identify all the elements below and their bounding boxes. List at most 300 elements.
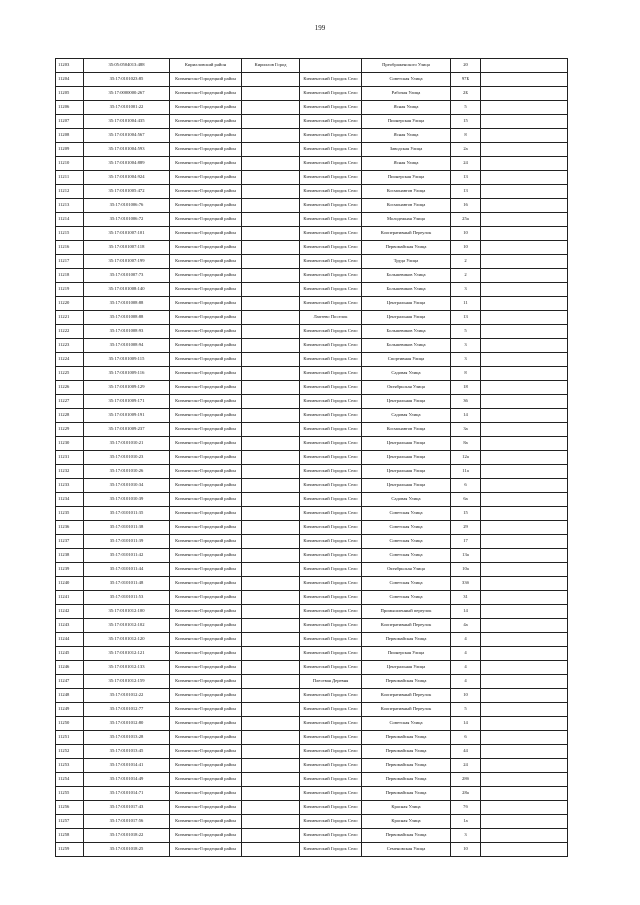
house-number-cell: 12а bbox=[451, 451, 481, 465]
extra-cell bbox=[481, 759, 568, 773]
street-cell: Садовая Улица bbox=[362, 409, 451, 423]
extra-cell bbox=[481, 297, 568, 311]
table-row bbox=[56, 171, 568, 185]
table-row bbox=[56, 647, 568, 661]
city-cell bbox=[242, 129, 300, 143]
extra-cell bbox=[481, 311, 568, 325]
table-row bbox=[56, 479, 568, 493]
city-cell bbox=[242, 143, 300, 157]
street-cell: Октябрьская Улица bbox=[362, 563, 451, 577]
city-cell bbox=[242, 73, 300, 87]
district-cell: Кичменгско-Городецкий район bbox=[170, 773, 242, 787]
city-cell bbox=[242, 507, 300, 521]
cadastral-number-cell: 35:17:0101001:22 bbox=[84, 101, 170, 115]
city-cell bbox=[242, 339, 300, 353]
table-row bbox=[56, 689, 568, 703]
row-number-cell: 11237 bbox=[56, 535, 84, 549]
cadastral-number-cell: 35:17:0101009:129 bbox=[84, 381, 170, 395]
street-cell: Первомайская Улица bbox=[362, 745, 451, 759]
table-row bbox=[56, 367, 568, 381]
registry-table-body bbox=[56, 59, 568, 857]
city-cell bbox=[242, 549, 300, 563]
cadastral-number-cell: 35:17:0101014:49 bbox=[84, 773, 170, 787]
table-row bbox=[56, 241, 568, 255]
house-number-cell: 15 bbox=[451, 507, 481, 521]
settlement-cell: Кичменгский Городок Село bbox=[300, 493, 362, 507]
street-cell: Промышленный переулок bbox=[362, 605, 451, 619]
settlement-cell: Кичменгский Городок Село bbox=[300, 325, 362, 339]
house-number-cell: 10 bbox=[451, 689, 481, 703]
district-cell: Кичменгско-Городецкий район bbox=[170, 843, 242, 857]
table-row bbox=[56, 185, 568, 199]
row-number-cell: 11252 bbox=[56, 745, 84, 759]
city-cell bbox=[242, 829, 300, 843]
city-cell bbox=[242, 115, 300, 129]
extra-cell bbox=[481, 563, 568, 577]
house-number-cell: 4 bbox=[451, 661, 481, 675]
table-row bbox=[56, 605, 568, 619]
row-number-cell: 11250 bbox=[56, 717, 84, 731]
cadastral-number-cell: 35:17:0101009:171 bbox=[84, 395, 170, 409]
city-cell bbox=[242, 227, 300, 241]
extra-cell bbox=[481, 745, 568, 759]
settlement-cell: Кичменгский Городок Село bbox=[300, 87, 362, 101]
extra-cell bbox=[481, 787, 568, 801]
table-row bbox=[56, 423, 568, 437]
extra-cell bbox=[481, 423, 568, 437]
district-cell: Кичменгско-Городецкий район bbox=[170, 703, 242, 717]
settlement-cell: Кичменгский Городок Село bbox=[300, 185, 362, 199]
extra-cell bbox=[481, 269, 568, 283]
extra-cell bbox=[481, 325, 568, 339]
row-number-cell: 11206 bbox=[56, 101, 84, 115]
table-row bbox=[56, 773, 568, 787]
cadastral-number-cell: 35:17:0101013:28 bbox=[84, 731, 170, 745]
table-row bbox=[56, 59, 568, 73]
table-row bbox=[56, 563, 568, 577]
table-row bbox=[56, 843, 568, 857]
city-cell bbox=[242, 717, 300, 731]
district-cell: Кичменгско-Городецкий район bbox=[170, 73, 242, 87]
street-cell: Центральная Улица bbox=[362, 465, 451, 479]
extra-cell bbox=[481, 115, 568, 129]
row-number-cell: 11253 bbox=[56, 759, 84, 773]
table-row bbox=[56, 101, 568, 115]
table-row bbox=[56, 381, 568, 395]
cadastral-number-cell: 35:17:0101012:80 bbox=[84, 717, 170, 731]
settlement-cell: Кичменгский Городок Село bbox=[300, 843, 362, 857]
settlement-cell: Кичменгский Городок Село bbox=[300, 241, 362, 255]
settlement-cell: Кичменгский Городок Село bbox=[300, 437, 362, 451]
row-number-cell: 11240 bbox=[56, 577, 84, 591]
district-cell: Кичменгско-Городецкий район bbox=[170, 801, 242, 815]
district-cell: Кичменгско-Городецкий район bbox=[170, 451, 242, 465]
extra-cell bbox=[481, 213, 568, 227]
district-cell: Кичменгско-Городецкий район bbox=[170, 521, 242, 535]
row-number-cell: 11236 bbox=[56, 521, 84, 535]
settlement-cell: Кичменгский Городок Село bbox=[300, 451, 362, 465]
cadastral-number-cell: 35:17:0101018:22 bbox=[84, 829, 170, 843]
extra-cell bbox=[481, 395, 568, 409]
cadastral-number-cell: 35:17:0101012:120 bbox=[84, 633, 170, 647]
street-cell: Советская Улица bbox=[362, 549, 451, 563]
house-number-cell: 28б bbox=[451, 773, 481, 787]
district-cell: Кичменгско-Городецкий район bbox=[170, 717, 242, 731]
house-number-cell: 4 bbox=[451, 633, 481, 647]
street-cell: Пионерская Улица bbox=[362, 115, 451, 129]
row-number-cell: 11248 bbox=[56, 689, 84, 703]
cadastral-number-cell: 35:17:0101005:472 bbox=[84, 185, 170, 199]
house-number-cell: 5 bbox=[451, 101, 481, 115]
city-cell bbox=[242, 689, 300, 703]
street-cell: Советская Улица bbox=[362, 73, 451, 87]
settlement-cell: Кичменгский Городок Село bbox=[300, 745, 362, 759]
district-cell: Кичменгско-Городецкий район bbox=[170, 311, 242, 325]
house-number-cell: 15 bbox=[451, 115, 481, 129]
house-number-cell: 5 bbox=[451, 325, 481, 339]
settlement-cell: Кичменгский Городок Село bbox=[300, 535, 362, 549]
table-row bbox=[56, 465, 568, 479]
house-number-cell: 33б bbox=[451, 577, 481, 591]
district-cell: Кичменгско-Городецкий район bbox=[170, 143, 242, 157]
table-row bbox=[56, 353, 568, 367]
city-cell bbox=[242, 367, 300, 381]
street-cell: Ясная Улица bbox=[362, 101, 451, 115]
table-row bbox=[56, 661, 568, 675]
extra-cell bbox=[481, 353, 568, 367]
extra-cell bbox=[481, 367, 568, 381]
cadastral-number-cell: 35:17:0101011:38 bbox=[84, 521, 170, 535]
district-cell: Кичменгско-Городецкий район bbox=[170, 269, 242, 283]
district-cell: Кичменгско-Городецкий район bbox=[170, 87, 242, 101]
cadastral-number-cell: 35:17:0101012:121 bbox=[84, 647, 170, 661]
house-number-cell: 2 bbox=[451, 255, 481, 269]
cadastral-number-cell: 35:17:0101011:48 bbox=[84, 577, 170, 591]
cadastral-number-cell: 35:17:0101004:889 bbox=[84, 157, 170, 171]
district-cell: Кичменгско-Городецкий район bbox=[170, 297, 242, 311]
district-cell: Кичменгско-Городецкий район bbox=[170, 619, 242, 633]
settlement-cell: Кичменгский Городок Село bbox=[300, 199, 362, 213]
cadastral-number-cell: 35:17:0101010:26 bbox=[84, 465, 170, 479]
street-cell: Космонавтов Улица bbox=[362, 199, 451, 213]
settlement-cell: Кичменгский Городок Село bbox=[300, 759, 362, 773]
city-cell bbox=[242, 815, 300, 829]
cadastral-number-cell: 35:17:0101012:100 bbox=[84, 605, 170, 619]
street-cell: Первомайская Улица bbox=[362, 633, 451, 647]
cadastral-number-cell: 35:17:0101004:567 bbox=[84, 129, 170, 143]
district-cell: Кичменгско-Городецкий район bbox=[170, 787, 242, 801]
row-number-cell: 11229 bbox=[56, 423, 84, 437]
registry-table bbox=[55, 58, 568, 857]
table-row bbox=[56, 255, 568, 269]
settlement-cell: Кичменгский Городок Село bbox=[300, 689, 362, 703]
settlement-cell: Кичменгский Городок Село bbox=[300, 395, 362, 409]
city-cell bbox=[242, 437, 300, 451]
settlement-cell: Кичменгский Городок Село bbox=[300, 115, 362, 129]
city-cell bbox=[242, 381, 300, 395]
city-cell bbox=[242, 843, 300, 857]
cadastral-number-cell: 35:17:0101011:44 bbox=[84, 563, 170, 577]
row-number-cell: 11213 bbox=[56, 199, 84, 213]
extra-cell bbox=[481, 549, 568, 563]
district-cell: Кичменгско-Городецкий район bbox=[170, 465, 242, 479]
street-cell: Пионерская Улица bbox=[362, 171, 451, 185]
cadastral-number-cell: 35:17:0101004:435 bbox=[84, 115, 170, 129]
extra-cell bbox=[481, 521, 568, 535]
district-cell: Кичменгско-Городецкий район bbox=[170, 115, 242, 129]
district-cell: Кичменгско-Городецкий район bbox=[170, 605, 242, 619]
cadastral-number-cell: 35:17:0101017:43 bbox=[84, 801, 170, 815]
extra-cell bbox=[481, 689, 568, 703]
cadastral-number-cell: 35:17:0101007:118 bbox=[84, 241, 170, 255]
extra-cell bbox=[481, 451, 568, 465]
house-number-cell: 16 bbox=[451, 199, 481, 213]
house-number-cell: 3 bbox=[451, 283, 481, 297]
cadastral-number-cell: 35:17:0101008:140 bbox=[84, 283, 170, 297]
district-cell: Кичменгско-Городецкий район bbox=[170, 549, 242, 563]
extra-cell bbox=[481, 829, 568, 843]
row-number-cell: 11259 bbox=[56, 843, 84, 857]
street-cell: Садовая Улица bbox=[362, 493, 451, 507]
city-cell bbox=[242, 325, 300, 339]
street-cell: Преображенского Улица bbox=[362, 59, 451, 73]
city-cell bbox=[242, 87, 300, 101]
house-number-cell: 2а bbox=[451, 143, 481, 157]
street-cell: Кооперативный Переулок bbox=[362, 227, 451, 241]
settlement-cell: Кичменгский Городок Село bbox=[300, 773, 362, 787]
district-cell: Кичменгско-Городецкий район bbox=[170, 633, 242, 647]
table-row bbox=[56, 115, 568, 129]
row-number-cell: 11258 bbox=[56, 829, 84, 843]
house-number-cell: 2Б bbox=[451, 87, 481, 101]
extra-cell bbox=[481, 255, 568, 269]
city-cell bbox=[242, 157, 300, 171]
table-row bbox=[56, 143, 568, 157]
settlement-cell: Кичменгский Городок Село bbox=[300, 787, 362, 801]
district-cell: Кичменгско-Городецкий район bbox=[170, 437, 242, 451]
house-number-cell: 28а bbox=[451, 787, 481, 801]
extra-cell bbox=[481, 101, 568, 115]
house-number-cell: 11 bbox=[451, 297, 481, 311]
street-cell: Красная Улица bbox=[362, 815, 451, 829]
cadastral-number-cell: 35:17:0101008:88 bbox=[84, 297, 170, 311]
row-number-cell: 11234 bbox=[56, 493, 84, 507]
extra-cell bbox=[481, 339, 568, 353]
row-number-cell: 11216 bbox=[56, 241, 84, 255]
house-number-cell: 17 bbox=[451, 535, 481, 549]
extra-cell bbox=[481, 241, 568, 255]
street-cell: Большевиков Улица bbox=[362, 283, 451, 297]
row-number-cell: 11209 bbox=[56, 143, 84, 157]
city-cell bbox=[242, 409, 300, 423]
table-row bbox=[56, 521, 568, 535]
house-number-cell: 6 bbox=[451, 479, 481, 493]
street-cell: Кооперативный Переулок bbox=[362, 619, 451, 633]
district-cell: Кичменгско-Городецкий район bbox=[170, 493, 242, 507]
row-number-cell: 11217 bbox=[56, 255, 84, 269]
district-cell: Кичменгско-Городецкий район bbox=[170, 731, 242, 745]
house-number-cell: 4 bbox=[451, 647, 481, 661]
cadastral-number-cell: 35:17:0101008:93 bbox=[84, 325, 170, 339]
district-cell: Кичменгско-Городецкий район bbox=[170, 157, 242, 171]
city-cell bbox=[242, 787, 300, 801]
street-cell: Первомайская Улица bbox=[362, 731, 451, 745]
table-row bbox=[56, 87, 568, 101]
table-row bbox=[56, 269, 568, 283]
settlement-cell: Кичменгский Городок Село bbox=[300, 521, 362, 535]
settlement-cell: Кичменгский Городок Село bbox=[300, 829, 362, 843]
street-cell: Советская Улица bbox=[362, 577, 451, 591]
table-row bbox=[56, 731, 568, 745]
table-row bbox=[56, 591, 568, 605]
cadastral-number-cell: 35:17:0101017:56 bbox=[84, 815, 170, 829]
cadastral-number-cell: 35:17:0101014:71 bbox=[84, 787, 170, 801]
district-cell: Кичменгско-Городецкий район bbox=[170, 675, 242, 689]
settlement-cell: Кичменгский Городок Село bbox=[300, 703, 362, 717]
city-cell bbox=[242, 465, 300, 479]
district-cell: Кичменгско-Городецкий район bbox=[170, 507, 242, 521]
settlement-cell: Кичменгский Городок Село bbox=[300, 591, 362, 605]
house-number-cell: 8а bbox=[451, 437, 481, 451]
house-number-cell: 4 bbox=[451, 675, 481, 689]
table-row bbox=[56, 297, 568, 311]
row-number-cell: 11233 bbox=[56, 479, 84, 493]
house-number-cell: 10а bbox=[451, 563, 481, 577]
row-number-cell: 11222 bbox=[56, 325, 84, 339]
settlement-cell: Кичменгский Городок Село bbox=[300, 269, 362, 283]
house-number-cell: 14 bbox=[451, 605, 481, 619]
cadastral-number-cell: 35:17:0101010:21 bbox=[84, 437, 170, 451]
table-row bbox=[56, 227, 568, 241]
settlement-cell: Кичменгский Городок Село bbox=[300, 353, 362, 367]
street-cell: Центральная Улица bbox=[362, 661, 451, 675]
city-cell bbox=[242, 423, 300, 437]
house-number-cell: 36 bbox=[451, 395, 481, 409]
house-number-cell: 13 bbox=[451, 185, 481, 199]
street-cell: Первомайская Улица bbox=[362, 759, 451, 773]
extra-cell bbox=[481, 185, 568, 199]
city-cell bbox=[242, 619, 300, 633]
settlement-cell: Кичменгский Городок Село bbox=[300, 157, 362, 171]
district-cell: Кирилловский район bbox=[170, 59, 242, 73]
street-cell: Большевиков Улица bbox=[362, 339, 451, 353]
cadastral-number-cell: 35:17:0101012:159 bbox=[84, 675, 170, 689]
row-number-cell: 11241 bbox=[56, 591, 84, 605]
extra-cell bbox=[481, 283, 568, 297]
row-number-cell: 11243 bbox=[56, 619, 84, 633]
row-number-cell: 11223 bbox=[56, 339, 84, 353]
cadastral-number-cell: 35:17:0101023:85 bbox=[84, 73, 170, 87]
district-cell: Кичменгско-Городецкий район bbox=[170, 171, 242, 185]
house-number-cell: 7б bbox=[451, 801, 481, 815]
row-number-cell: 11218 bbox=[56, 269, 84, 283]
extra-cell bbox=[481, 605, 568, 619]
district-cell: Кичменгско-Городецкий район bbox=[170, 409, 242, 423]
table-row bbox=[56, 493, 568, 507]
city-cell bbox=[242, 605, 300, 619]
cadastral-number-cell: 35:17:0101011:39 bbox=[84, 535, 170, 549]
district-cell: Кичменгско-Городецкий район bbox=[170, 661, 242, 675]
settlement-cell: Кичменгский Городок Село bbox=[300, 255, 362, 269]
cadastral-number-cell: 35:17:0101012:102 bbox=[84, 619, 170, 633]
street-cell: Советская Улица bbox=[362, 535, 451, 549]
table-row bbox=[56, 409, 568, 423]
house-number-cell: 3 bbox=[451, 829, 481, 843]
extra-cell bbox=[481, 801, 568, 815]
settlement-cell: Кичменгский Городок Село bbox=[300, 409, 362, 423]
table-row bbox=[56, 395, 568, 409]
settlement-cell: Лаптево Поселок bbox=[300, 311, 362, 325]
cadastral-number-cell: 35:17:0101004:924 bbox=[84, 171, 170, 185]
settlement-cell: Кичменгский Городок Село bbox=[300, 605, 362, 619]
row-number-cell: 11220 bbox=[56, 297, 84, 311]
city-cell bbox=[242, 633, 300, 647]
city-cell bbox=[242, 395, 300, 409]
street-cell: Октябрьская Улица bbox=[362, 381, 451, 395]
street-cell: Первомайская Улица bbox=[362, 241, 451, 255]
extra-cell bbox=[481, 633, 568, 647]
row-number-cell: 11221 bbox=[56, 311, 84, 325]
settlement-cell: Кичменгский Городок Село bbox=[300, 507, 362, 521]
house-number-cell: 97Б bbox=[451, 73, 481, 87]
district-cell: Кичменгско-Городецкий район bbox=[170, 479, 242, 493]
cadastral-number-cell: 35:17:0101014:41 bbox=[84, 759, 170, 773]
city-cell bbox=[242, 185, 300, 199]
cadastral-number-cell: 35:17:0101009:115 bbox=[84, 353, 170, 367]
district-cell: Кичменгско-Городецкий район bbox=[170, 241, 242, 255]
street-cell: Рабочая Улица bbox=[362, 87, 451, 101]
table-row bbox=[56, 801, 568, 815]
settlement-cell: Кичменгский Городок Село bbox=[300, 171, 362, 185]
street-cell: Большевиков Улица bbox=[362, 325, 451, 339]
extra-cell bbox=[481, 703, 568, 717]
street-cell: Ясная Улица bbox=[362, 129, 451, 143]
table-row bbox=[56, 633, 568, 647]
house-number-cell: 8 bbox=[451, 367, 481, 381]
table-row bbox=[56, 339, 568, 353]
settlement-cell: Кичменгский Городок Село bbox=[300, 283, 362, 297]
street-cell: Центральная Улица bbox=[362, 395, 451, 409]
row-number-cell: 11251 bbox=[56, 731, 84, 745]
row-number-cell: 11204 bbox=[56, 73, 84, 87]
cadastral-number-cell: 35:17:0101012:77 bbox=[84, 703, 170, 717]
district-cell: Кичменгско-Городецкий район bbox=[170, 829, 242, 843]
city-cell bbox=[242, 745, 300, 759]
street-cell: Центральная Улица bbox=[362, 437, 451, 451]
row-number-cell: 11224 bbox=[56, 353, 84, 367]
district-cell: Кичменгско-Городецкий район bbox=[170, 353, 242, 367]
extra-cell bbox=[481, 73, 568, 87]
row-number-cell: 11242 bbox=[56, 605, 84, 619]
district-cell: Кичменгско-Городецкий район bbox=[170, 325, 242, 339]
district-cell: Кичменгско-Городецкий район bbox=[170, 367, 242, 381]
settlement-cell: Кичменгский Городок Село bbox=[300, 339, 362, 353]
district-cell: Кичменгско-Городецкий район bbox=[170, 423, 242, 437]
street-cell: Центральная Улица bbox=[362, 311, 451, 325]
house-number-cell: 10 bbox=[451, 843, 481, 857]
cadastral-number-cell: 35:17:0101010:34 bbox=[84, 479, 170, 493]
table-row bbox=[56, 213, 568, 227]
city-cell bbox=[242, 283, 300, 297]
settlement-cell: Кичменгский Городок Село bbox=[300, 213, 362, 227]
row-number-cell: 11211 bbox=[56, 171, 84, 185]
cadastral-number-cell: 35:17:0101006:76 bbox=[84, 199, 170, 213]
settlement-cell: Кичменгский Городок Село bbox=[300, 815, 362, 829]
table-row bbox=[56, 717, 568, 731]
row-number-cell: 11238 bbox=[56, 549, 84, 563]
extra-cell bbox=[481, 479, 568, 493]
extra-cell bbox=[481, 129, 568, 143]
